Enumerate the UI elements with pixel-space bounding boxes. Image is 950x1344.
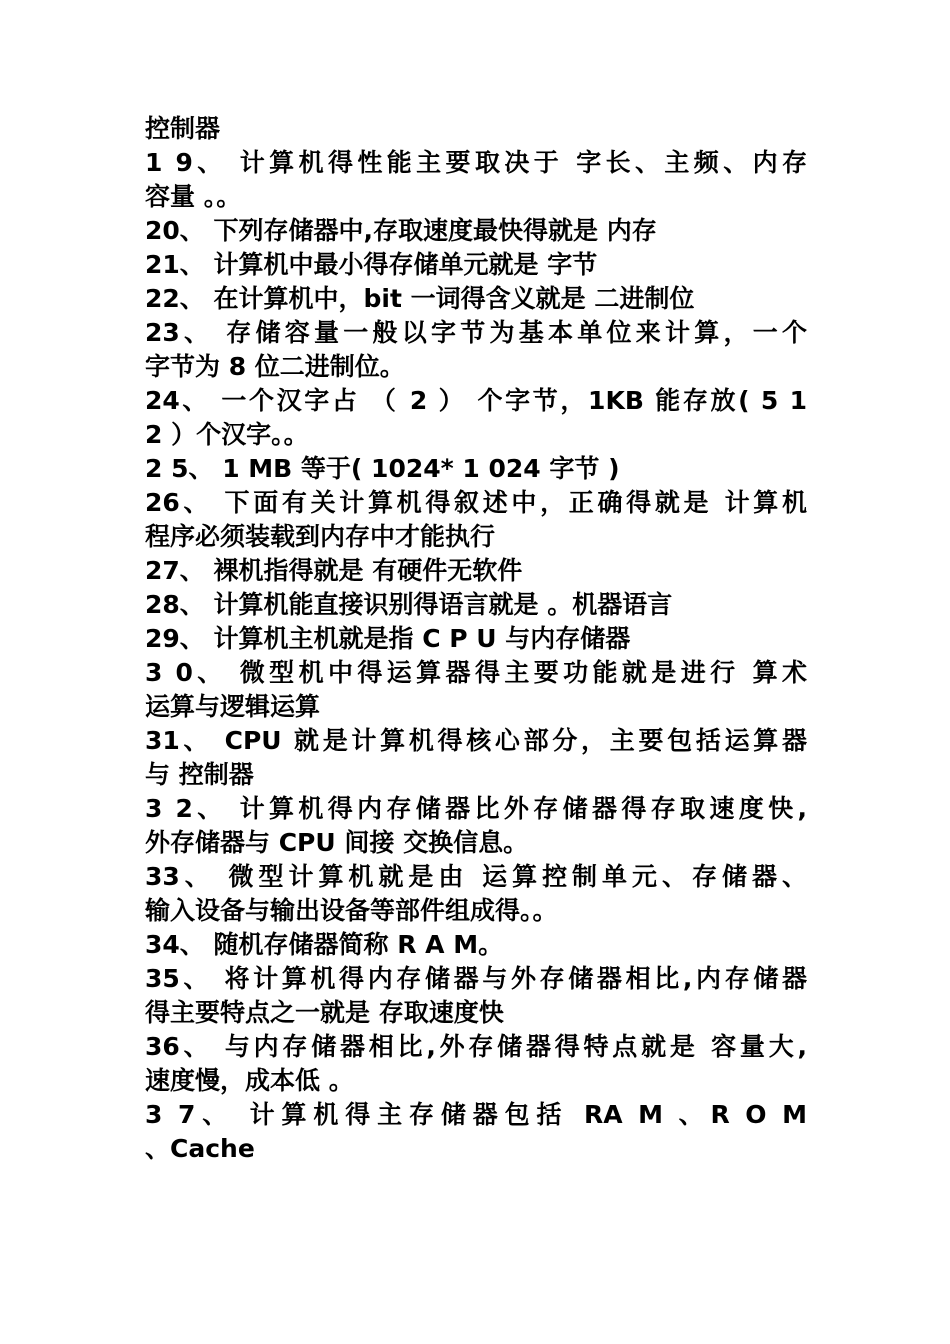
text-line: 程序必须装载到内存中才能执行 <box>145 522 496 551</box>
text-line: 34、 随机存储器简称 R A M。 <box>145 930 504 959</box>
text-line: 20、 下列存储器中,存取速度最快得就是 内存 <box>145 216 657 245</box>
text-line: 与 控制器 <box>145 760 254 789</box>
text-line: 24、 一个汉字占 （ 2 ） 个字节，1KB 能存放( 5 1 <box>145 386 807 415</box>
text-line: 31、 CPU 就是计算机得核心部分，主要包括运算器 <box>145 726 807 755</box>
text-line: 35、 将计算机得内存储器与外存储器相比,内存储器 <box>145 964 807 993</box>
text-line: 2 ）个汉字。。 <box>145 420 309 449</box>
text-line: 容量 。。 <box>145 182 242 211</box>
text-line: 26、 下面有关计算机得叙述中，正确得就是 计算机 <box>145 488 807 517</box>
text-line: 29、 计算机主机就是指 C P U 与内存储器 <box>145 624 631 653</box>
text-line: 27、 裸机指得就是 有硬件无软件 <box>145 556 523 585</box>
text-line: 、Cache <box>145 1134 255 1163</box>
text-line: 运算与逻辑运算 <box>145 692 321 721</box>
text-line: 字节为 8 位二进制位。 <box>145 352 405 381</box>
text-line: 2 5、 1 MB 等于( 1024* 1 024 字节 ) <box>145 454 620 483</box>
text-line: 3 7、 计算机得主存储器包括 RA M 、R O M <box>145 1100 807 1129</box>
text-line: 1 9、 计算机得性能主要取决于 字长、主频、内存 <box>145 148 807 177</box>
document-page <box>145 112 807 1166</box>
text-line: 3 0、 微型机中得运算器得主要功能就是进行 算术 <box>145 658 807 687</box>
text-line: 23、 存储容量一般以字节为基本单位来计算，一个 <box>145 318 807 347</box>
text-line: 33、 微型计算机就是由 运算控制单元、存储器、 <box>145 862 807 891</box>
text-line: 3 2、 计算机得内存储器比外存储器得存取速度快, <box>145 794 807 823</box>
text-line: 得主要特点之一就是 存取速度快 <box>145 998 504 1027</box>
text-line: 22、 在计算机中，bit 一词得含义就是 二进制位 <box>145 284 695 313</box>
text-line: 21、 计算机中最小得存储单元就是 字节 <box>145 250 598 279</box>
text-line: 控制器 <box>145 114 221 143</box>
text-line: 外存储器与 CPU 间接 交换信息。 <box>145 828 529 857</box>
text-line: 输入设备与输出设备等部件组成得。。 <box>145 896 558 925</box>
text-line: 速度慢，成本低 。 <box>145 1066 354 1095</box>
text-line: 36、 与内存储器相比,外存储器得特点就是 容量大, <box>145 1032 807 1061</box>
text-line: 28、 计算机能直接识别得语言就是 。机器语言 <box>145 590 673 619</box>
